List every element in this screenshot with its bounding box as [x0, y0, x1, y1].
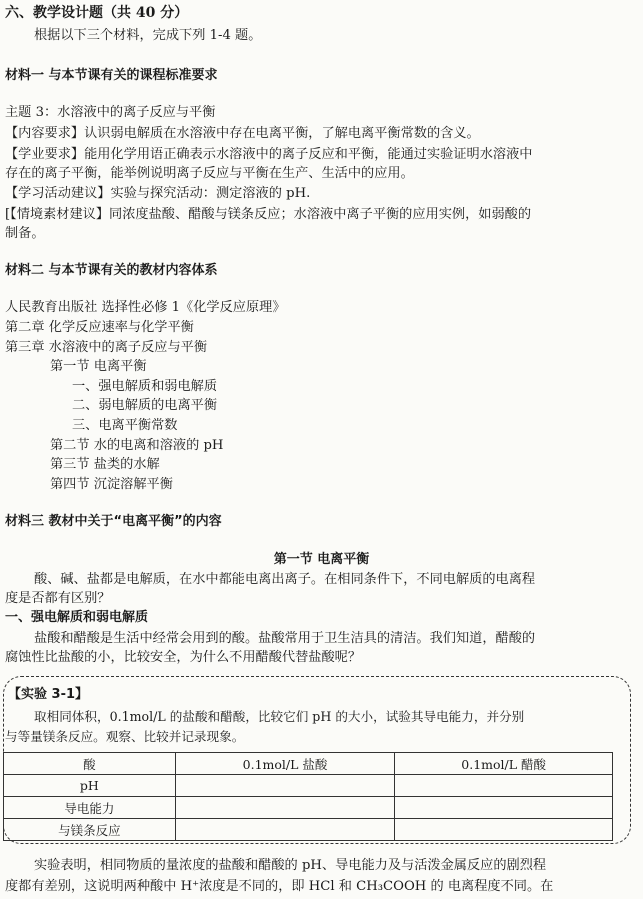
experiment-table [3, 752, 613, 841]
table-header-cell: 酸 [4, 753, 176, 775]
material1-line: [【情境素材建议】同浓度盐酸、醋酸与镁条反应；水溶液中离子平衡的应用实例，如弱酸的 [5, 207, 532, 222]
material1-line: 制备。 [5, 226, 45, 241]
table-row-label: 导电能力 [4, 797, 176, 819]
textbook-section-title: 第一节 电离平衡 [273, 552, 370, 567]
table-cell [175, 797, 395, 819]
table-row [4, 775, 613, 797]
chapter-3: 第三章 水溶液中的离子反应与平衡 [5, 340, 208, 355]
table-cell [395, 819, 613, 841]
material1-line: 【学习活动建议】实验与探究活动：测定溶液的 pH. [5, 186, 311, 201]
material1-title: 材料一 与本节课有关的课程标准要求 [5, 68, 218, 83]
toc-section-4: 第四节 沉淀溶解平衡 [50, 477, 173, 492]
material2-title: 材料二 与本节课有关的教材内容体系 [5, 263, 218, 278]
table-row [4, 819, 613, 841]
experiment-description: 与等量镁条反应。观察、比较并记录现象。 [5, 729, 245, 744]
toc-section-2: 第二节 水的电离和溶液的 pH [50, 438, 224, 453]
table-header-cell: 0.1mol/L 醋酸 [395, 753, 613, 775]
toc-subsection-1: 一、强电解质和弱电解质 [72, 379, 218, 394]
toc-subsection-3: 三、电离平衡常数 [72, 418, 178, 433]
question-heading: 六、教学设计题（共 40 分） [5, 5, 189, 21]
paragraph-line: 盐酸和醋酸是生活中经常会用到的酸。盐酸常用于卫生洁具的清洁。我们知道，醋酸的 [34, 631, 536, 646]
paragraph-line: 酸、碱、盐都是电解质，在水中都能电离出离子。在相同条件下，不同电解质的电离程 [34, 572, 536, 587]
table-cell [395, 797, 613, 819]
table-cell [175, 775, 395, 797]
material1-line: 【学业要求】能用化学用语正确表示水溶液中的离子反应和平衡，能通过实验证明水溶液中 [5, 147, 533, 162]
material1-line: 【内容要求】认识弱电解质在水溶液中存在电离平衡，了解电离平衡常数的含义。 [5, 126, 480, 141]
material3-title: 材料三 教材中关于“电离平衡”的内容 [5, 514, 222, 529]
paragraph-line: 腐蚀性比盐酸的小，比较安全，为什么不用醋酸代替盐酸呢？ [5, 650, 362, 665]
table-row [4, 797, 613, 819]
table-cell [395, 775, 613, 797]
table-row-label: pH [4, 775, 176, 797]
table-header-cell: 0.1mol/L 盐酸 [175, 753, 395, 775]
toc-subsection-2: 二、弱电解质的电离平衡 [72, 398, 218, 413]
paragraph-line: 度都有差别，这说明两种酸中 H⁺浓度是不同的，即 HCl 和 CH₃COOH 的 电离程度不同。在 [5, 879, 554, 894]
toc-section-1: 第一节 电离平衡 [50, 359, 147, 374]
experiment-label: 【实验 3-1】 [8, 687, 89, 702]
question-intro: 根据以下三个材料，完成下列 1-4 题。 [34, 28, 262, 43]
table-cell [175, 819, 395, 841]
table-header-row [4, 753, 613, 775]
table-row-label: 与镁条反应 [4, 819, 176, 841]
toc-section-3: 第三节 盐类的水解 [50, 457, 160, 472]
chapter-2: 第二章 化学反应速率与化学平衡 [5, 320, 194, 335]
subsection-heading: 一、强电解质和弱电解质 [5, 610, 149, 625]
paragraph-line: 实验表明，相同物质的量浓度的盐酸和醋酸的 pH、导电能力及与活泼金属反应的剧烈程 [34, 858, 547, 873]
experiment-description: 取相同体积，0.1mol/L 的盐酸和醋酸，比较它们 pH 的大小，试验其导电能力，并分别 [34, 709, 525, 724]
paragraph-line: 度是否都有区别？ [5, 591, 111, 606]
material1-line: 存在的离子平衡，能举例说明离子反应与平衡在生产、生活中的应用。 [5, 166, 414, 181]
textbook-name: 人民教育出版社 选择性必修 1《化学反应原理》 [5, 300, 286, 315]
material1-line: 主题 3：水溶液中的离子反应与平衡 [5, 105, 216, 120]
